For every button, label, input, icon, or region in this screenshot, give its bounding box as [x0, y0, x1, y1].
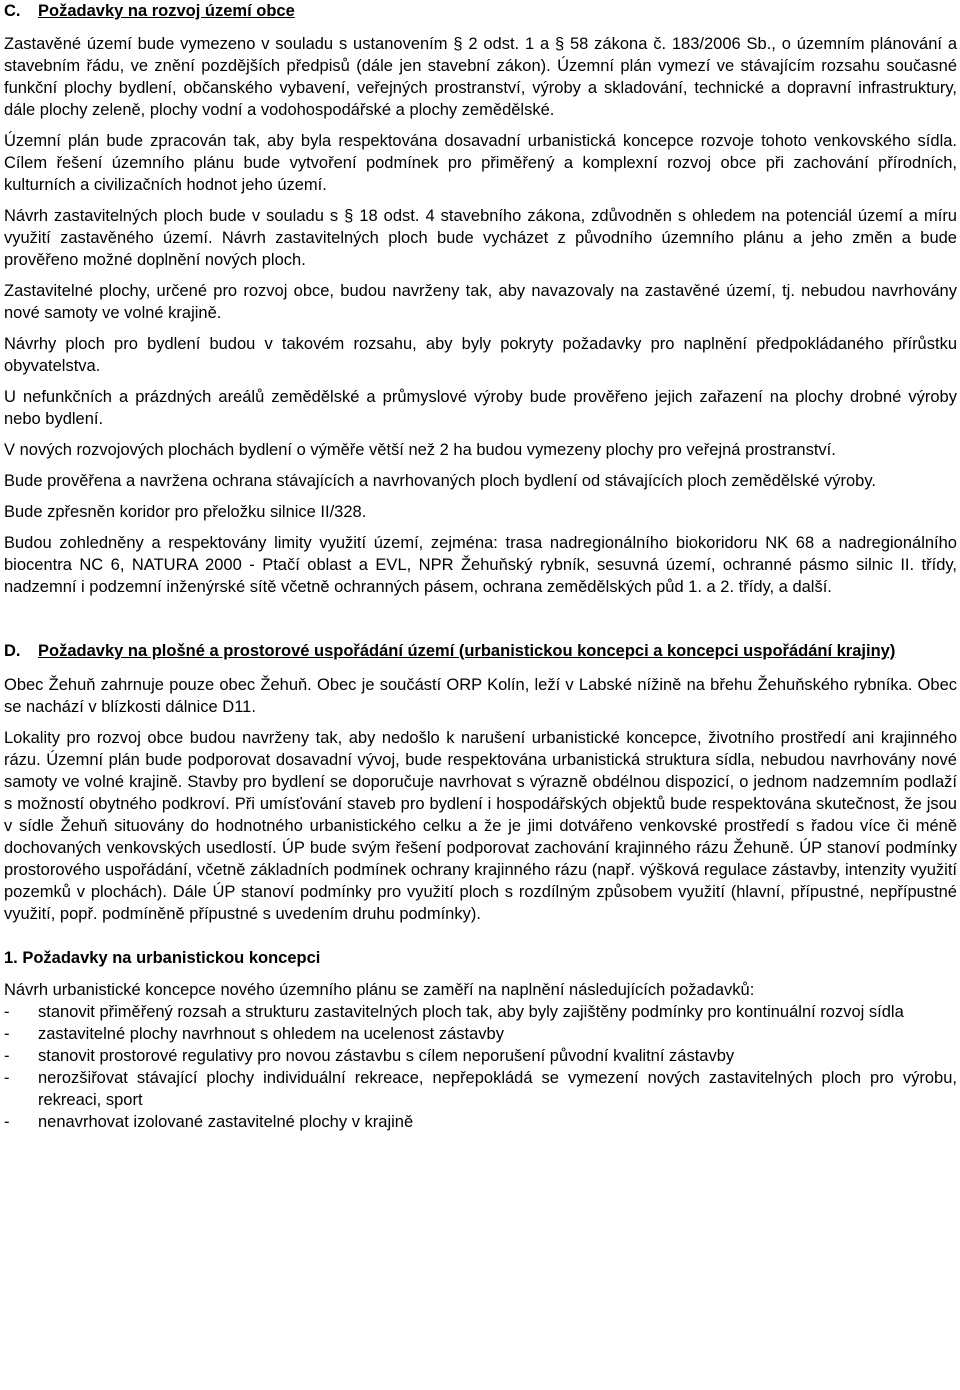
section-c-paragraph: Zastavitelné plochy, určené pro rozvoj obce, budou navrženy tak, aby navazovaly na zastavěné území, tj. nebudou navrhovány nové samoty ve volné krajině.	[4, 282, 957, 322]
list-item-text: nenavrhovat izolované zastavitelné plochy v krajině	[38, 1113, 414, 1131]
list-dash: -	[4, 1069, 10, 1087]
section-c-heading	[4, 0, 957, 22]
list-item	[4, 1023, 957, 1045]
section-d-heading	[4, 640, 957, 662]
list-item-text: nerozšiřovat stávající plochy individuální rekreace, nepřepokládá se vymezení nových zastavitelných ploch pro výrobu, rekreaci, sport	[38, 1069, 957, 1109]
list-dash: -	[4, 1047, 10, 1065]
list-item	[4, 1067, 957, 1111]
section-c-letter: C.	[4, 2, 21, 20]
list-item-text: zastavitelné plochy navrhnout s ohledem na ucelenost zástavby	[38, 1025, 504, 1043]
section-c-paragraph: V nových rozvojových plochách bydlení o výměře větší než 2 ha budou vymezeny plochy pro veřejná prostranství.	[4, 441, 836, 459]
section-c-paragraph: U nefunkčních a prázdných areálů zemědělské a průmyslové výroby bude prověřeno jejich zařazení na plochy drobné výroby nebo bydlení.	[4, 388, 957, 428]
section-c-paragraph: Návrh zastavitelných ploch bude v souladu s § 18 odst. 4 stavebního zákona, zdůvodněn s ohledem na potenciál území a míru využití zastavěného území. Návrh zastavitelných ploch bude vycházet z původního územního plánu a jeho změn a bude prověřeno možné doplnění nových ploch.	[4, 207, 957, 269]
section-c-title: Požadavky na rozvoj území obce	[38, 2, 295, 20]
list-item-text: stanovit přiměřený rozsah a strukturu zastavitelných ploch tak, aby byly zajištěny podmínky pro kontinuální rozvoj sídla	[38, 1003, 904, 1021]
section-c-paragraph: Bude prověřena a navržena ochrana stávajících a navrhovaných ploch bydlení od stávajících ploch zemědělské výroby.	[4, 472, 876, 490]
list-item	[4, 1111, 957, 1133]
section-c-paragraph: Zastavěné území bude vymezeno v souladu s ustanovením § 2 odst. 1 a § 58 zákona č. 183/2006 Sb., o územním plánování a stavebním řádu, ve znění pozdějších předpisů (dále jen stavební zákon). Územní plán vymezí ve stávajícím rozsahu současné funkční plochy bydlení, občanského vybavení, veřejných prostranství, výroby a skladování, technické a dopravní infrastruktury, dále plochy zeleně, plochy vodní a vodohospodářské a plochy zemědělské.	[4, 35, 957, 119]
section-c-paragraph: Budou zohledněny a respektovány limity využití území, zejména: trasa nadregionálního biokoridoru NK 68 a nadregionálního biocentra NC 6, NATURA 2000 - Ptačí oblast a EVL, NPR Žehuňský rybník, sesuvná území, ochranné pásmo silnic II. třídy, nadzemní i podzemní inženýrské sítě včetně ochranných pásem, ochrana zemědělských půd 1. a 2. třídy, a další.	[4, 534, 957, 596]
document-page	[4, 0, 957, 1133]
section-d-letter: D.	[4, 642, 21, 660]
section-d-title: Požadavky na plošné a prostorové uspořádání území (urbanistickou koncepci a koncepci uspořádání krajiny)	[38, 642, 896, 660]
section-d-paragraph: Lokality pro rozvoj obce budou navrženy tak, aby nedošlo k narušení urbanistické koncepce, životního prostředí ani krajinného rázu. Územní plán bude podporovat dosavadní vývoj, bude respektována urbanistická struktura sídla, nebudou navrhovány nové samoty ve volné krajině. Stavby pro bydlení se doporučuje navrhovat s výrazně obdélnou dispozicí, o jednom nadzemním podlaží s možností obytného podkroví. Při umísťování staveb pro bydlení i hospodářských objektů bude respektována skutečnost, že jsou v sídle Žehuň situovány do hodnotného urbanistického celku a že je jimi dotvářeno venkovské prostředí s řadou více či méně dochovaných venkovských usedlostí. ÚP bude svým řešení podporovat zachování krajinného rázu Žehuně. ÚP stanoví podmínky prostorového uspořádání, včetně základních podmínek ochrany krajinného rázu (např. výšková regulace zástavby, intenzity využití pozemků v plochách). Dále ÚP stanoví podmínky pro využití ploch s rozdílným způsobem využití (hlavní, přípustné, nepřípustné využití, popř. podmíněně přípustné s uvedením druhu podmínky).	[4, 729, 957, 923]
section-c-paragraph: Bude zpřesněn koridor pro přeložku silnice II/328.	[4, 503, 367, 521]
list-dash: -	[4, 1025, 10, 1043]
list-dash: -	[4, 1003, 10, 1021]
list-item	[4, 1045, 957, 1067]
requirements-list	[4, 1001, 957, 1133]
list-item-text: stanovit prostorové regulativy pro novou zástavbu s cílem neporušení původní kvalitní zástavby	[38, 1047, 735, 1065]
subsection-intro: Návrh urbanistické koncepce nového územního plánu se zaměří na naplnění následujících požadavků:	[4, 981, 755, 999]
section-c-paragraph: Návrhy ploch pro bydlení budou v takovém rozsahu, aby byly pokryty požadavky pro naplnění předpokládaného přírůstku obyvatelstva.	[4, 335, 957, 375]
list-item	[4, 1001, 957, 1023]
subsection-heading: 1. Požadavky na urbanistickou koncepci	[4, 949, 321, 967]
section-d-paragraph: Obec Žehuň zahrnuje pouze obec Žehuň. Obec je součástí ORP Kolín, leží v Labské nížině na břehu Žehuňského rybníka. Obec se nachází v blízkosti dálnice D11.	[4, 676, 957, 716]
section-c-paragraph: Územní plán bude zpracován tak, aby byla respektována dosavadní urbanistická koncepce rozvoje tohoto venkovského sídla. Cílem řešení územního plánu bude vytvoření podmínek pro přiměřený a komplexní rozvoj obce při zachování přírodních, kulturních a civilizačních hodnot jeho území.	[4, 132, 957, 194]
list-dash: -	[4, 1113, 10, 1131]
